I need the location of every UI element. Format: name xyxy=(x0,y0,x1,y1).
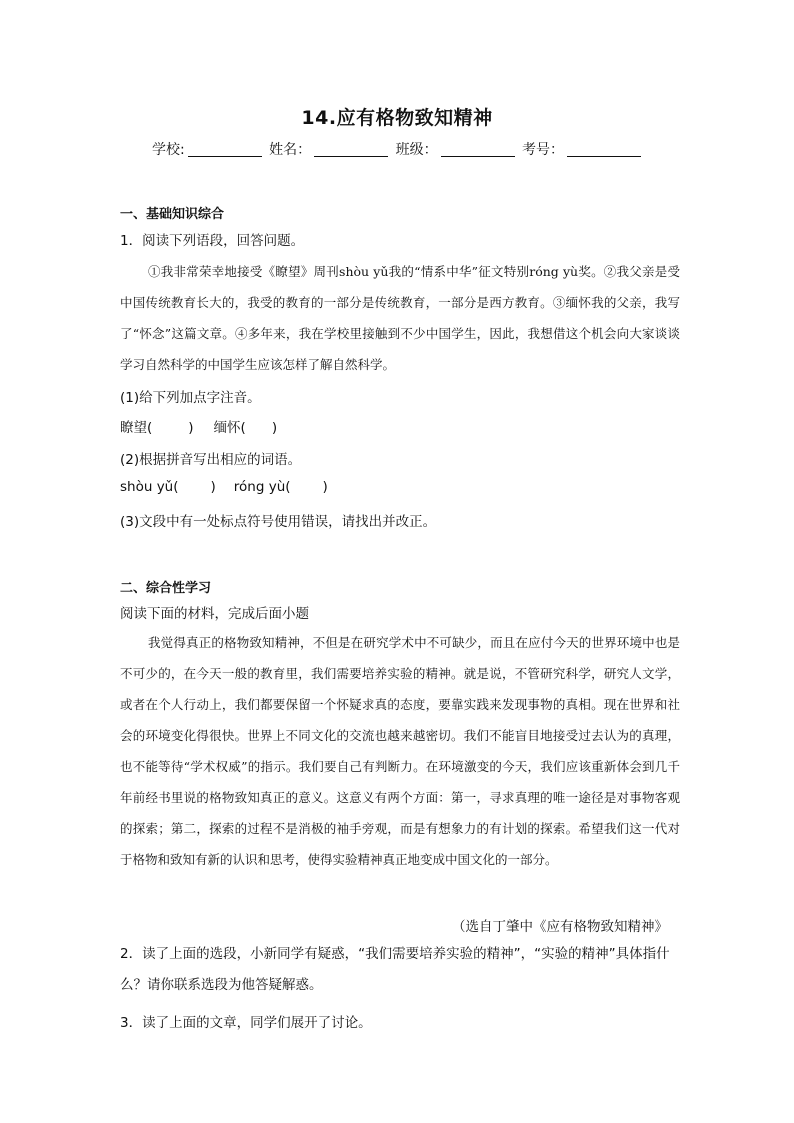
name-blank[interactable] xyxy=(314,142,388,157)
question-1-sub1-items xyxy=(120,416,277,436)
passage-source: （选自丁肇中《应有格物致知精神》 xyxy=(452,919,668,935)
page-title: 14.应有格物致知精神 xyxy=(301,107,493,129)
item-shouyu-close: ) xyxy=(210,479,216,495)
item-rongyu-close: ) xyxy=(322,479,328,495)
section2-heading: 二、综合性学习 xyxy=(120,581,212,596)
section2-passage-text: 我觉得真正的格物致知精神，不但是在研究学术中不可缺少，而且在应付今天的世界环境中也是不可少的，在今天一般的教育里，我们需要培养实验的精神。就是说，不管研究科学，研究人文学，或者在个人行动上，我们都要保留一个怀疑求真的态度，要靠实践来发现事物的真相。现在世界和社会的环境变化得很快。世界上不同文化的交流也越来越密切。我们不能盲目地接受过去认为的真理，也不能等待“学术权威”的指示。我们要自己有判断力。在环境激变的今天，我们应该重新体会到几千年前经书里说的格物致知真正的意义。这意义有两个方面：第一，寻求真理的唯一途径是对事物客观的探索；第二，探索的过程不是消极的袖手旁观，而是有想象力的有计划的探索。希望我们这一代对于格物和致知有新的认识和思考，使得实验精神真正地变成中国文化的一部分。 xyxy=(120,635,680,867)
section1-passage-text: ①我非常荣幸地接受《瞭望》周刊shòu yǔ我的“情系中华”征文特别róng yù奖。②我父亲是受中国传统教育长大的，我受的教育的一部分是传统教育，一部分是西方教育。③缅怀我的父亲，我写了“怀念”这篇文章。④多年来，我在学校里接触到不少中国学生，因此，我想借这个机会向大家谈谈学习自然科学的中国学生应该怎样了解自然科学。 xyxy=(120,264,680,372)
item-rongyu: róng yù( xyxy=(233,479,291,495)
question-1: 1．阅读下列语段，回答问题。 xyxy=(120,233,305,249)
section2-intro: 阅读下面的材料，完成后面小题 xyxy=(120,606,309,622)
school-blank[interactable] xyxy=(188,142,262,157)
item-liaowang-close: ) xyxy=(188,420,194,436)
item-mianhuai-close: ) xyxy=(271,420,278,436)
section1-passage xyxy=(120,256,680,380)
item-shouyu: shòu yǔ( xyxy=(120,479,179,495)
question-1-sub3: (3)文段中有一处标点符号使用错误，请找出并改正。 xyxy=(120,514,437,530)
section1-heading: 一、基础知识综合 xyxy=(120,207,225,222)
class-blank[interactable] xyxy=(441,142,515,157)
school-label: 学校: xyxy=(151,142,185,158)
item-liaowang: 瞭望( xyxy=(120,420,153,436)
number-label: 考号： xyxy=(522,142,565,158)
question-3: 3．读了上面的文章，同学们展开了讨论。 xyxy=(120,1015,372,1031)
question-1-sub1: (1)给下列加点字注音。 xyxy=(120,390,261,406)
number-blank[interactable] xyxy=(567,142,641,157)
item-mianhuai: 缅怀( xyxy=(213,420,246,436)
question-1-sub2: (2)根据拼音写出相应的词语。 xyxy=(120,452,302,468)
student-info-line xyxy=(0,139,794,159)
question-2: 2．读了上面的选段，小新同学有疑惑，“我们需要培养实验的精神”，“实验的精神”具体指什么？请你联系选段为他答疑解惑。 xyxy=(120,946,670,993)
question-1-sub2-items xyxy=(120,479,328,495)
section2-passage xyxy=(120,627,680,875)
class-label: 班级： xyxy=(395,142,438,158)
name-label: 姓名： xyxy=(269,142,312,158)
